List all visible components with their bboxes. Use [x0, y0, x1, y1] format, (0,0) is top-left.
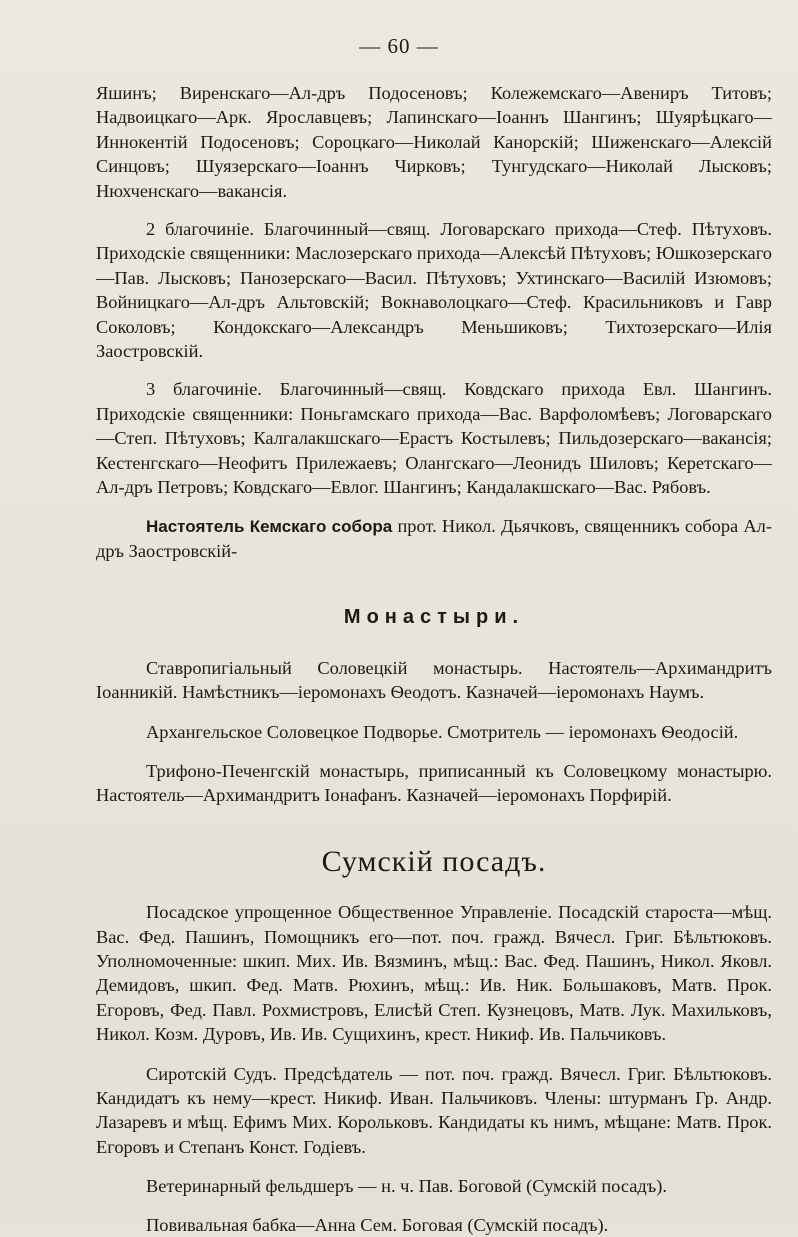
paragraph-orphan-court: Сиротскій Судъ. Предсѣдатель — пот. поч. гражд. Вячесл. Григ. Бѣльтюковъ. Кандидатъ къ нему—крест. Никиф. Иван. Пальчиковъ. Члены: штурманъ Гр. Андр. Лазаревъ и мѣщ. Ефимъ Мих. Корольковъ. Кандидаты къ нимъ, мѣщане: Матв. Прок. Егоровъ и Степанъ Конст. Годіевъ.	[96, 1063, 772, 1157]
kem-cathedral-lead: Настоятель Кемскаго собора	[146, 516, 393, 536]
paragraph-pechenga-monastery: Трифоно-Печенгскій монастырь, приписанный къ Соловецкому монастырю. Настоятель—Архимандритъ Іонафанъ. Казначей—іеромонахъ Порфирій.	[96, 760, 772, 806]
paragraph-arkhangelsk-podvorye: Архангельское Соловецкое Подворье. Смотритель — іеромонахъ Ѳеодосій.	[146, 721, 739, 742]
paragraph-deanery-2: 2 благочиніе. Благочинный—свящ. Логоварскаго прихода—Стеф. Пѣтуховъ. Приходскіе священники: Маслозерскаго прихода—Алексѣй Пѣтуховъ; Юшкозерскаго—Пав. Лысковъ; Панозерскаго—Васил. Пѣтуховъ; Ухтинскаго—Василій Изюмовъ; Войницкаго—Ал-дръ Альтовскій; Вокнаволоцкаго—Стеф. Красильниковъ и Гавр Соколовъ; Кондокскаго—Александръ Меньшиковъ; Тихтозерскаго—Илія Заостровскій.	[96, 219, 772, 362]
paragraph-deanery-3: 3 благочиніе. Благочинный—свящ. Ковдскаго прихода Евл. Шангинъ. Приходскіе священники: Поньгамскаго прихода—Вас. Варфоломѣевъ; Логоварскаго—Степ. Пѣтуховъ; Калгалакшскаго—Ерастъ Костылевъ; Пильдозерскаго—вакансія; Кестенгскаго—Неофитъ Прилежаевъ; Олангскаго—Леонидъ Шиловъ; Керетскаго—Ал-дръ Петровъ; Ковдскаго—Евлог. Шангинъ; Кандалакшскаго—Вас. Рябовъ.	[96, 379, 772, 498]
paragraph-veterinary: Ветеринарный фельдшеръ — н. ч. Пав. Боговой (Сумскій посадъ).	[146, 1176, 667, 1197]
kem-cathedral-text: прот. Никол. Дьячковъ, священникъ собора Ал-дръ Заостровскій-	[96, 515, 772, 561]
monasteries-heading: Монастыри.	[343, 606, 525, 629]
paragraph-kem-cathedral	[96, 514, 772, 564]
paragraph-parishes-1: Яшинъ; Виренскаго—Ал-дръ Подосеновъ; Колежемскаго—Авениръ Титовъ; Надвоицкаго—Арк. Ярославцевъ; Лапинскаго—Іоаннъ Шангинъ; Шуярѣцкаго—Иннокентій Подосеновъ; Сороцкаго—Николай Канорскій; Шиженскаго—Алексій Синцовъ; Шуязерскаго—Іоаннъ Чирковъ; Тунгудскаго—Николай Лысковъ; Нюхченскаго—вакансія.	[96, 83, 772, 201]
paragraph-solovetsky-monastery: Ставропигіальный Соловецкій монастырь. Настоятель—Архимандритъ Іоанникій. Намѣстникъ—іеромонахъ Ѳеодотъ. Казначей—іеромонахъ Наумъ.	[96, 657, 772, 703]
page-body	[96, 81, 772, 1237]
paragraph-midwife: Повивальная бабка—Анна Сем. Боговая (Сумскій посадъ).	[146, 1214, 609, 1235]
page-number: — 60 —	[359, 34, 439, 58]
paragraph-posad-administration: Посадское упрощенное Общественное Управленіе. Посадскій староста—мѣщ. Вас. Фед. Пашинъ, Помощникъ его—пот. поч. гражд. Вячесл. Григ. Бѣльтюковъ. Уполномоченные: шкип. Мих. Ив. Вязминъ, мѣщ.: Вас. Фед. Пашинъ, Никол. Яковл. Демидовъ, шкип. Фед. Матв. Рюхинъ, мѣщ.: Ив. Ник. Большаковъ, Матв. Прок. Егоровъ, Фед. Павл. Рохмистровъ, Елисѣй Степ. Кузнецовъ, Матв. Лук. Махильковъ, Никол. Козм. Дуровъ, Ив. Ив. Сущихинъ, крест. Никиф. Ив. Пальчиковъ.	[96, 902, 772, 1045]
sumsky-posad-heading: Сумскій посадъ.	[321, 844, 547, 878]
